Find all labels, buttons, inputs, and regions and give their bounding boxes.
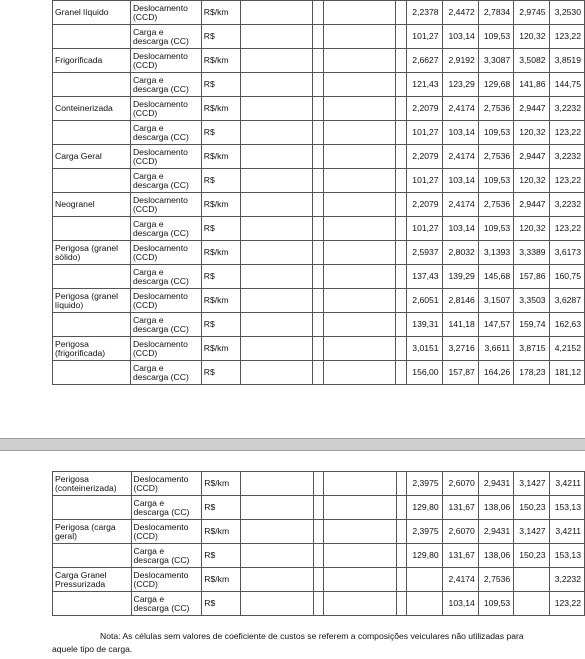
cost-value-cell: 3,6611 (478, 337, 513, 361)
cost-value-cell: 3,1427 (514, 472, 549, 496)
empty-cell (396, 289, 407, 313)
cargo-type-cell: Carga Granel Pressurizada (53, 568, 132, 592)
table-row (53, 337, 585, 361)
empty-cell (240, 313, 312, 337)
cost-value-cell: 3,8715 (514, 337, 549, 361)
unit-cell: R$ (202, 544, 241, 568)
empty-cell (240, 49, 312, 73)
empty-cell (313, 520, 324, 544)
cost-value-cell: 3,3389 (514, 241, 549, 265)
cargo-type-cell (53, 592, 132, 616)
cost-component-cell: Deslocamento (CCD) (130, 289, 201, 313)
empty-cell (396, 193, 407, 217)
empty-cell (313, 568, 324, 592)
cost-value-cell: 178,23 (514, 361, 549, 385)
cost-component-cell: Carga e descarga (CC) (130, 313, 201, 337)
cost-value-cell: 123,22 (549, 592, 584, 616)
cost-component-cell: Carga e descarga (CC) (130, 361, 201, 385)
cost-value-cell: 123,22 (549, 217, 584, 241)
cargo-type-cell (53, 496, 132, 520)
cost-component-cell: Carga e descarga (CC) (130, 217, 201, 241)
cost-value-cell: 150,23 (514, 544, 549, 568)
unit-cell: R$/km (201, 145, 240, 169)
cost-value-cell: 2,3975 (407, 472, 442, 496)
cost-value-cell: 2,9447 (514, 97, 549, 121)
table-row (53, 145, 585, 169)
cost-value-cell: 145,68 (478, 265, 513, 289)
unit-cell: R$/km (201, 97, 240, 121)
empty-cell (396, 592, 407, 616)
unit-cell: R$/km (202, 520, 241, 544)
cost-value-cell: 101,27 (407, 169, 442, 193)
cost-value-cell: 123,29 (442, 73, 478, 97)
empty-cell (324, 265, 396, 289)
cost-value-cell: 103,14 (442, 25, 478, 49)
cost-value-cell: 2,9745 (514, 1, 549, 25)
cost-value-cell: 2,4174 (442, 97, 478, 121)
empty-cell (240, 193, 312, 217)
empty-cell (396, 265, 407, 289)
empty-cell (313, 241, 324, 265)
unit-cell: R$/km (201, 1, 240, 25)
empty-cell (241, 568, 313, 592)
empty-cell (240, 73, 312, 97)
cost-value-cell: 139,31 (407, 313, 442, 337)
unit-cell: R$ (201, 313, 240, 337)
cost-value-cell: 141,18 (442, 313, 478, 337)
empty-cell (313, 592, 324, 616)
cost-value-cell: 109,53 (478, 25, 513, 49)
cost-value-cell: 2,2079 (407, 97, 442, 121)
cost-component-cell: Carga e descarga (CC) (131, 544, 202, 568)
cost-value-cell: 2,7536 (478, 568, 513, 592)
page-separator (0, 438, 585, 451)
empty-cell (396, 1, 407, 25)
cost-value-cell: 3,1393 (478, 241, 513, 265)
cost-value-cell: 3,8519 (549, 49, 584, 73)
cost-value-cell: 3,2530 (549, 1, 584, 25)
unit-cell: R$/km (201, 289, 240, 313)
cargo-type-cell (53, 121, 131, 145)
cost-value-cell: 144,75 (549, 73, 584, 97)
empty-cell (313, 313, 324, 337)
cargo-type-cell (53, 169, 131, 193)
cargo-type-cell: Perigosa (frigorificada) (53, 337, 131, 361)
table-row (53, 496, 585, 520)
empty-cell (396, 337, 407, 361)
empty-cell (324, 217, 396, 241)
empty-cell (396, 217, 407, 241)
empty-cell (240, 337, 312, 361)
cost-value-cell: 137,43 (407, 265, 442, 289)
cost-value-cell: 129,80 (407, 544, 442, 568)
empty-cell (313, 289, 324, 313)
cargo-type-cell: Perigosa (granel sólido) (53, 241, 131, 265)
unit-cell: R$ (202, 496, 241, 520)
cost-value-cell: 139,29 (442, 265, 478, 289)
cargo-type-cell (53, 361, 131, 385)
cost-value-cell: 2,8146 (442, 289, 478, 313)
cost-value-cell: 109,53 (478, 217, 513, 241)
cost-value-cell: 3,5082 (514, 49, 549, 73)
cost-value-cell (407, 592, 442, 616)
cost-value-cell: 3,2232 (549, 193, 584, 217)
cargo-type-cell (53, 313, 131, 337)
cost-component-cell: Deslocamento (CCD) (130, 97, 201, 121)
cost-value-cell: 2,2079 (407, 193, 442, 217)
cost-value-cell: 141,86 (514, 73, 549, 97)
cost-value-cell: 123,22 (549, 25, 584, 49)
empty-cell (241, 520, 313, 544)
empty-cell (313, 265, 324, 289)
cost-value-cell: 109,53 (478, 169, 513, 193)
cost-value-cell: 2,4174 (442, 145, 478, 169)
table-note (52, 630, 542, 656)
empty-cell (313, 145, 324, 169)
cost-component-cell: Deslocamento (CCD) (130, 145, 201, 169)
unit-cell: R$ (202, 592, 241, 616)
table-row (53, 568, 585, 592)
empty-cell (324, 193, 396, 217)
empty-cell (396, 145, 407, 169)
cost-value-cell: 138,06 (478, 544, 513, 568)
unit-cell: R$/km (202, 568, 241, 592)
cost-value-cell: 3,1507 (478, 289, 513, 313)
cost-value-cell: 109,53 (478, 592, 513, 616)
cost-value-cell: 2,6070 (442, 472, 478, 496)
cost-value-cell: 3,3087 (478, 49, 513, 73)
empty-cell (241, 544, 313, 568)
table-row (53, 1, 585, 25)
table-row (53, 169, 585, 193)
empty-cell (240, 361, 312, 385)
table-row (53, 265, 585, 289)
cost-value-cell: 2,9447 (514, 193, 549, 217)
cost-value-cell: 2,2378 (407, 1, 442, 25)
cargo-type-cell (53, 25, 131, 49)
table-row (53, 217, 585, 241)
cost-value-cell: 123,22 (549, 121, 584, 145)
empty-cell (313, 193, 324, 217)
cost-value-cell: 162,63 (549, 313, 584, 337)
cost-value-cell: 181,12 (549, 361, 584, 385)
cost-value-cell: 2,7536 (478, 193, 513, 217)
cost-value-cell: 3,3503 (514, 289, 549, 313)
cost-value-cell: 103,14 (442, 217, 478, 241)
empty-cell (396, 169, 407, 193)
empty-cell (240, 1, 312, 25)
empty-cell (324, 337, 396, 361)
empty-cell (241, 592, 313, 616)
table-row (53, 361, 585, 385)
cost-component-cell: Carga e descarga (CC) (130, 121, 201, 145)
cost-component-cell: Deslocamento (CCD) (130, 241, 201, 265)
unit-cell: R$/km (201, 49, 240, 73)
empty-cell (324, 97, 396, 121)
empty-cell (324, 472, 396, 496)
cost-value-cell: 153,13 (549, 544, 584, 568)
cost-value-cell: 164,26 (478, 361, 513, 385)
empty-cell (324, 544, 396, 568)
empty-cell (324, 289, 396, 313)
table-row (53, 472, 585, 496)
cost-table-top (52, 0, 585, 385)
cost-value-cell: 120,32 (514, 169, 549, 193)
cost-value-cell: 153,13 (549, 496, 584, 520)
empty-cell (396, 49, 407, 73)
empty-cell (240, 241, 312, 265)
table-row (53, 73, 585, 97)
cargo-type-cell (53, 217, 131, 241)
empty-cell (240, 25, 312, 49)
empty-cell (396, 25, 407, 49)
table-row (53, 289, 585, 313)
cost-value-cell: 3,0151 (407, 337, 442, 361)
cost-value-cell: 2,4174 (442, 193, 478, 217)
unit-cell: R$ (201, 73, 240, 97)
cost-value-cell: 2,5937 (407, 241, 442, 265)
cost-value-cell: 103,14 (442, 592, 478, 616)
empty-cell (396, 496, 407, 520)
empty-cell (324, 73, 396, 97)
empty-cell (240, 145, 312, 169)
table-row (53, 49, 585, 73)
cargo-type-cell: Frigorificada (53, 49, 131, 73)
empty-cell (324, 145, 396, 169)
empty-cell (324, 49, 396, 73)
empty-cell (313, 1, 324, 25)
empty-cell (313, 97, 324, 121)
cost-value-cell: 131,67 (442, 544, 478, 568)
unit-cell: R$ (201, 25, 240, 49)
cargo-type-cell: Neogranel (53, 193, 131, 217)
cost-value-cell: 120,32 (514, 217, 549, 241)
unit-cell: R$ (201, 169, 240, 193)
empty-cell (313, 496, 324, 520)
cost-value-cell: 3,6173 (549, 241, 584, 265)
cargo-type-cell (53, 73, 131, 97)
cost-value-cell: 2,3975 (407, 520, 442, 544)
cargo-type-cell (53, 544, 132, 568)
cost-value-cell: 3,2232 (549, 568, 584, 592)
empty-cell (396, 544, 407, 568)
empty-cell (324, 592, 396, 616)
empty-cell (324, 25, 396, 49)
cargo-type-cell: Granel líquido (53, 1, 131, 25)
cost-value-cell: 2,6627 (407, 49, 442, 73)
empty-cell (396, 472, 407, 496)
cost-value-cell: 129,68 (478, 73, 513, 97)
cost-value-cell: 3,4211 (549, 520, 584, 544)
empty-cell (313, 337, 324, 361)
cost-component-cell: Carga e descarga (CC) (130, 25, 201, 49)
table-row (53, 544, 585, 568)
empty-cell (241, 496, 313, 520)
cost-value-cell: 103,14 (442, 121, 478, 145)
cost-value-cell: 120,32 (514, 121, 549, 145)
empty-cell (324, 121, 396, 145)
cost-value-cell: 157,87 (442, 361, 478, 385)
cost-value-cell: 103,14 (442, 169, 478, 193)
note-text: Nota: As células sem valores de coeficiente de custos se referem a composições veiculares não utilizadas para aquele tipo de carga. (52, 631, 524, 654)
table-row (53, 313, 585, 337)
empty-cell (324, 241, 396, 265)
cost-value-cell: 3,2232 (549, 145, 584, 169)
empty-cell (396, 520, 407, 544)
cost-value-cell: 2,6070 (442, 520, 478, 544)
table-row (53, 121, 585, 145)
cost-value-cell: 109,53 (478, 121, 513, 145)
cost-value-cell: 2,8032 (442, 241, 478, 265)
empty-cell (396, 568, 407, 592)
cost-value-cell: 2,4472 (442, 1, 478, 25)
empty-cell (324, 520, 396, 544)
empty-cell (313, 49, 324, 73)
empty-cell (324, 313, 396, 337)
cost-value-cell (514, 592, 549, 616)
cost-component-cell: Deslocamento (CCD) (131, 472, 202, 496)
empty-cell (313, 25, 324, 49)
cost-component-cell: Carga e descarga (CC) (131, 592, 202, 616)
empty-cell (324, 568, 396, 592)
empty-cell (240, 289, 312, 313)
empty-cell (313, 121, 324, 145)
cost-value-cell: 3,2716 (442, 337, 478, 361)
empty-cell (324, 1, 396, 25)
cost-value-cell: 4,2152 (549, 337, 584, 361)
cost-component-cell: Carga e descarga (CC) (130, 265, 201, 289)
cost-component-cell: Deslocamento (CCD) (130, 49, 201, 73)
table-row (53, 25, 585, 49)
cost-value-cell: 159,74 (514, 313, 549, 337)
empty-cell (240, 217, 312, 241)
empty-cell (396, 241, 407, 265)
cargo-type-cell (53, 265, 131, 289)
empty-cell (240, 265, 312, 289)
cost-value-cell: 157,86 (514, 265, 549, 289)
cost-component-cell: Deslocamento (CCD) (131, 568, 202, 592)
cost-component-cell: Deslocamento (CCD) (130, 193, 201, 217)
cost-value-cell: 2,7536 (478, 97, 513, 121)
cost-component-cell: Carga e descarga (CC) (130, 169, 201, 193)
cost-value-cell (514, 568, 549, 592)
empty-cell (396, 121, 407, 145)
cost-component-cell: Deslocamento (CCD) (131, 520, 202, 544)
empty-cell (396, 73, 407, 97)
cargo-type-cell: Perigosa (conteinerizada) (53, 472, 132, 496)
cost-value-cell: 2,9447 (514, 145, 549, 169)
table-row (53, 520, 585, 544)
empty-cell (396, 313, 407, 337)
empty-cell (324, 169, 396, 193)
unit-cell: R$ (201, 361, 240, 385)
cost-value-cell: 3,4211 (549, 472, 584, 496)
empty-cell (313, 217, 324, 241)
empty-cell (313, 544, 324, 568)
cost-value-cell: 160,75 (549, 265, 584, 289)
unit-cell: R$/km (201, 241, 240, 265)
empty-cell (241, 472, 313, 496)
table-row (53, 592, 585, 616)
empty-cell (313, 169, 324, 193)
unit-cell: R$ (201, 121, 240, 145)
cost-component-cell: Carga e descarga (CC) (131, 496, 202, 520)
table-row (53, 97, 585, 121)
cost-value-cell: 150,23 (514, 496, 549, 520)
cost-value-cell: 131,67 (442, 496, 478, 520)
empty-cell (324, 361, 396, 385)
cost-value-cell: 2,7834 (478, 1, 513, 25)
cost-value-cell: 120,32 (514, 25, 549, 49)
unit-cell: R$/km (202, 472, 241, 496)
cargo-type-cell: Conteinerizada (53, 97, 131, 121)
unit-cell: R$ (201, 265, 240, 289)
cost-value-cell: 121,43 (407, 73, 442, 97)
cost-value-cell: 2,9431 (478, 520, 513, 544)
cost-table-bottom (52, 471, 585, 616)
cost-component-cell: Deslocamento (CCD) (130, 337, 201, 361)
cost-value-cell: 2,2079 (407, 145, 442, 169)
cost-value-cell: 101,27 (407, 217, 442, 241)
cost-value-cell: 2,7536 (478, 145, 513, 169)
unit-cell: R$/km (201, 193, 240, 217)
cost-value-cell: 123,22 (549, 169, 584, 193)
cargo-type-cell: Perigosa (granel líquido) (53, 289, 131, 313)
empty-cell (313, 472, 324, 496)
unit-cell: R$/km (201, 337, 240, 361)
cost-value-cell: 138,06 (478, 496, 513, 520)
unit-cell: R$ (201, 217, 240, 241)
cost-value-cell: 2,6051 (407, 289, 442, 313)
empty-cell (313, 73, 324, 97)
cost-value-cell: 147,57 (478, 313, 513, 337)
empty-cell (324, 496, 396, 520)
table-row (53, 193, 585, 217)
cost-value-cell: 2,9431 (478, 472, 513, 496)
empty-cell (240, 97, 312, 121)
cargo-type-cell: Carga Geral (53, 145, 131, 169)
cost-value-cell: 2,9192 (442, 49, 478, 73)
cost-component-cell: Deslocamento (CCD) (130, 1, 201, 25)
empty-cell (313, 361, 324, 385)
cost-value-cell: 101,27 (407, 121, 442, 145)
cost-value-cell: 3,2232 (549, 97, 584, 121)
cargo-type-cell: Perigosa (carga geral) (53, 520, 132, 544)
table-row (53, 241, 585, 265)
empty-cell (396, 361, 407, 385)
cost-component-cell: Carga e descarga (CC) (130, 73, 201, 97)
cost-value-cell: 2,4174 (442, 568, 478, 592)
cost-value-cell: 156,00 (407, 361, 442, 385)
empty-cell (240, 169, 312, 193)
empty-cell (396, 97, 407, 121)
cost-value-cell (407, 568, 442, 592)
cost-value-cell: 3,6287 (549, 289, 584, 313)
cost-value-cell: 101,27 (407, 25, 442, 49)
cost-value-cell: 129,80 (407, 496, 442, 520)
empty-cell (240, 121, 312, 145)
cost-value-cell: 3,1427 (514, 520, 549, 544)
